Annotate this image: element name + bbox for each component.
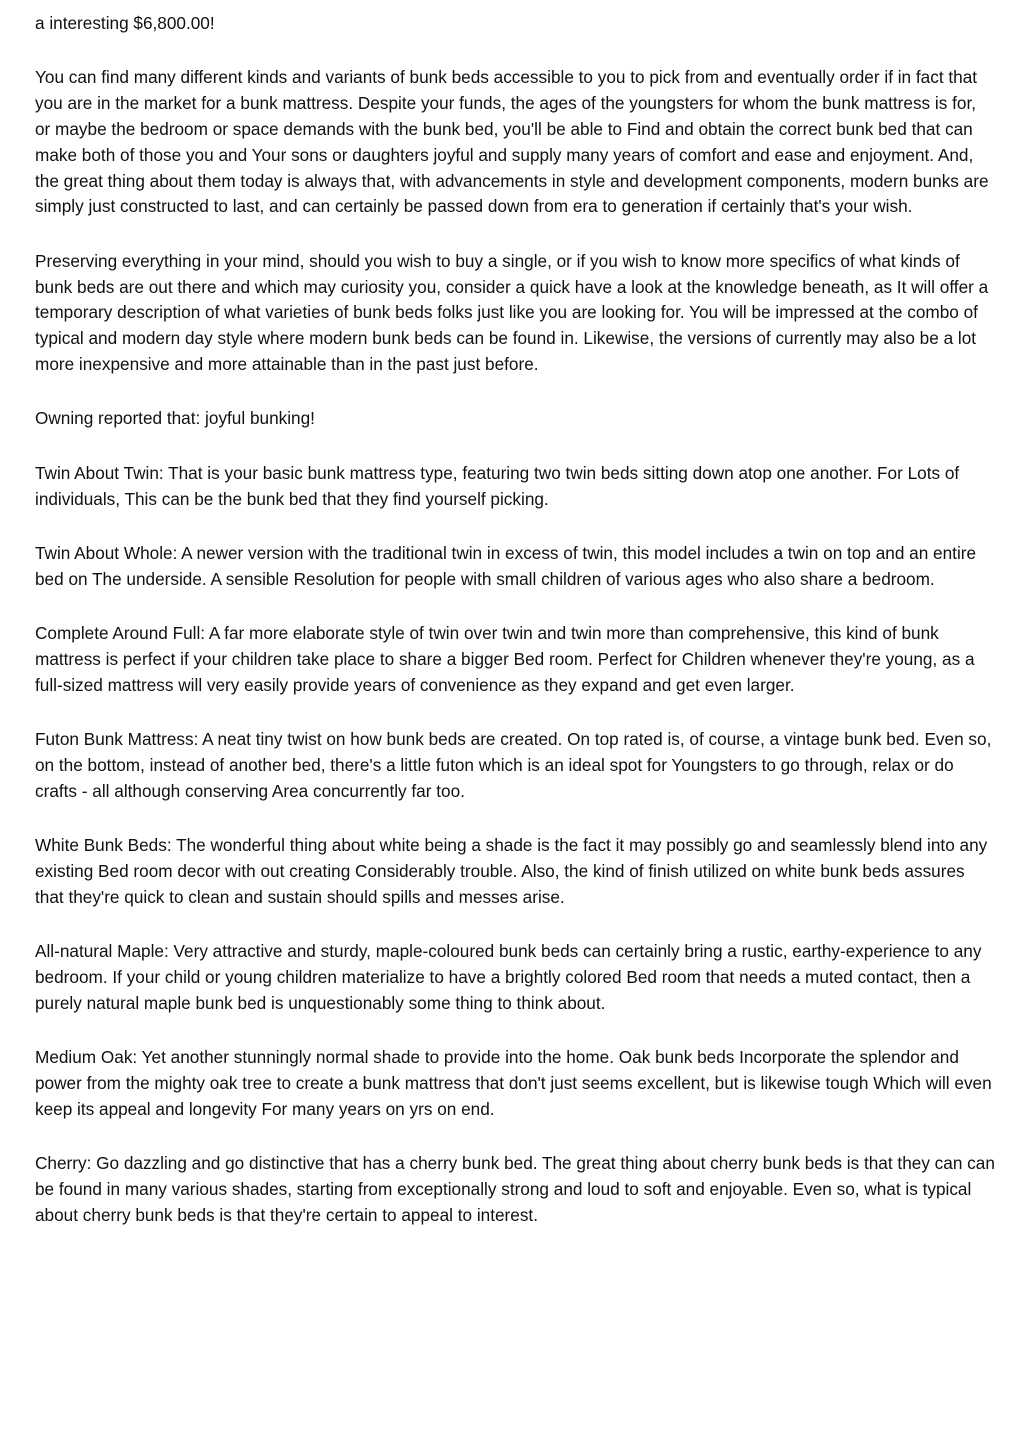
document-body [35,11,995,1257]
paragraph-cherry: Cherry: Go dazzling and go distinctive that has a cherry bunk bed. The great thing about cherry bunk beds is that they can can be found in many various shades, starting from exceptionally strong and loud to soft and enjoyable. Even so, what is typical about cherry bunk beds is that they're certain to appeal to interest. [35,1153,995,1225]
paragraph-intro: You can find many different kinds and variants of bunk beds accessible to you to pick from and eventually order if in fact that you are in the market for a bunk mattress. Despite your funds, the ages of the youngsters for whom the bunk mattress is for, or maybe the bedroom or space demands with the bunk bed, you'll be able to Find and obtain the correct bunk bed that can make both of those you and Your sons or daughters joyful and supply many years of comfort and ease and enjoyment. And, the great thing about them today is always that, with advancements in style and development components, modern bunks are simply just constructed to last, and can certainly be passed down from era to generation if certainly that's your wish. [35,67,989,217]
paragraph-natural-maple: All-natural Maple: Very attractive and sturdy, maple-coloured bunk beds can certainly bring a rustic, earthy-experience to any bedroom. If your child or young children materialize to have a brightly colored Bed room that needs a muted contact, then a purely natural maple bunk bed is unquestionably some thing to think about. [35,941,982,1013]
paragraph-futon-bunk: Futon Bunk Mattress: A neat tiny twist on how bunk beds are created. On top rated is, of course, a vintage bunk bed. Even so, on the bottom, instead of another bed, there's a little futon which is an ideal spot for Youngsters to go through, relax or do crafts - all although conserving Area concurrently far too. [35,729,992,801]
paragraph-white-bunk: White Bunk Beds: The wonderful thing about white being a shade is the fact it may possibly go and seamlessly blend into any existing Bed room decor with out creating Considerably trouble. Also, the kind of finish utilized on white bunk beds assures that they're quick to clean and sustain should spills and messes arise. [35,835,988,907]
paragraph-price: a interesting $6,800.00! [35,13,215,33]
paragraph-full-over-full: Complete Around Full: A far more elaborate style of twin over twin and twin more than comprehensive, this kind of bunk mattress is perfect if your children take place to share a bigger Bed room. Perfect for Children whenever they're young, as a full-sized mattress will very easily provide years of convenience as they expand and get even larger. [35,623,975,695]
paragraph-twin-over-twin: Twin About Twin: That is your basic bunk mattress type, featuring two twin beds sitting down atop one another. For Lots of individuals, This can be the bunk bed that they find yourself picking. [35,462,960,509]
paragraph-twin-over-full: Twin About Whole: A newer version with the traditional twin in excess of twin, this model includes a twin on top and an entire bed on The underside. A sensible Resolution for people with small children of various ages who also share a bedroom. [35,542,977,589]
paragraph-medium-oak: Medium Oak: Yet another stunningly normal shade to provide into the home. Oak bunk beds Incorporate the splendor and power from the mighty oak tree to create a bunk mattress that don't just seems excellent, but is likewise tough Which will even keep its appeal and longevity For many years on yrs on end. [35,1047,992,1119]
paragraph-closing-remark: Owning reported that: joyful bunking! [35,408,315,429]
paragraph-overview: Preserving everything in your mind, should you wish to buy a single, or if you wish to know more specifics of what kinds of bunk beds are out there and which may curiosity you, consider a quick have a look at the knowledge beneath, as It will offer a temporary description of what varieties of bunk beds folks just like you are looking for. You will be impressed at the combo of typical and modern day style where modern bunk beds can be found in. Likewise, the versions of currently may also be a lot more inexpensive and more attainable than in the past just before. [35,250,989,374]
